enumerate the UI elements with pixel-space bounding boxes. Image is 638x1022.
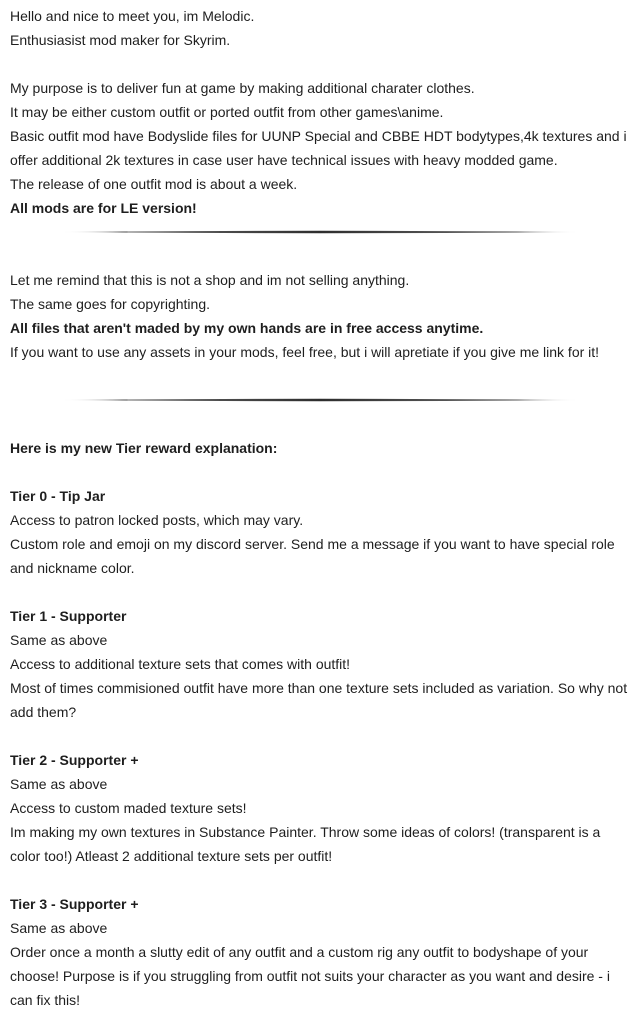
tier-line: Same as above <box>10 920 108 936</box>
spacer <box>10 580 628 604</box>
tier-line: Access to custom maded texture sets! <box>10 800 247 816</box>
tier-line: Access to patron locked posts, which may vary. <box>10 512 304 528</box>
spacer <box>10 364 628 388</box>
policy-line: If you want to use any assets in your mods, feel free, but i will apretiate if you give me link for it! <box>10 344 600 360</box>
tier-title: Tier 1 - Supporter <box>10 608 127 624</box>
tier-0-section <box>10 484 628 580</box>
tier-3-section <box>10 892 628 1012</box>
tier-line: Order once a month a slutty edit of any outfit and a custom rig any outfit to bodyshape of your choose! Purpose is if you struggling from outfit not suits your character as you want and desire - i can fix this! <box>10 944 610 1008</box>
tier-title: Tier 0 - Tip Jar <box>10 488 106 504</box>
spacer <box>10 460 628 484</box>
tier-title: Tier 2 - Supporter + <box>10 752 139 768</box>
tier-line: Same as above <box>10 776 108 792</box>
spacer <box>10 412 628 436</box>
policy-line: The same goes for copyrighting. <box>10 296 210 312</box>
tier-title: Tier 3 - Supporter + <box>10 896 139 912</box>
purpose-line: My purpose is to deliver fun at game by making additional charater clothes. <box>10 80 475 96</box>
version-notice: All mods are for LE version! <box>10 200 197 216</box>
spacer <box>10 868 628 892</box>
purpose-line: The release of one outfit mod is about a week. <box>10 176 298 192</box>
tier-line: Same as above <box>10 632 108 648</box>
tier-2-section <box>10 748 628 868</box>
intro-line: Enthusiasist mod maker for Skyrim. <box>10 32 231 48</box>
spacer <box>10 244 628 268</box>
purpose-line: It may be either custom outfit or ported outfit from other games\anime. <box>10 104 444 120</box>
policy-line: Let me remind that this is not a shop and im not selling anything. <box>10 272 410 288</box>
ornamental-divider <box>10 220 628 244</box>
purpose-line: Basic outfit mod have Bodyslide files for UUNP Special and CBBE HDT bodytypes,4k textures and i offer additional 2k textures in case user have technical issues with heavy modded game. <box>10 128 627 168</box>
ornamental-divider <box>10 388 628 412</box>
free-access-notice: All files that aren't maded by my own hands are in free access anytime. <box>10 320 484 336</box>
tier-line: Access to additional texture sets that comes with outfit! <box>10 656 351 672</box>
spacer <box>10 724 628 748</box>
tiers-heading: Here is my new Tier reward explanation: <box>10 440 278 456</box>
intro-line: Hello and nice to meet you, im Melodic. <box>10 8 255 24</box>
tier-line: Custom role and emoji on my discord server. Send me a message if you want to have special role and nickname color. <box>10 536 615 576</box>
spacer <box>10 52 628 76</box>
tier-line: Im making my own textures in Substance Painter. Throw some ideas of colors! (transparent is a color too!) Atleast 2 additional texture sets per outfit! <box>10 824 601 864</box>
tier-1-section <box>10 604 628 724</box>
tier-line: Most of times commisioned outfit have more than one texture sets included as variation. So why not add them? <box>10 680 628 720</box>
